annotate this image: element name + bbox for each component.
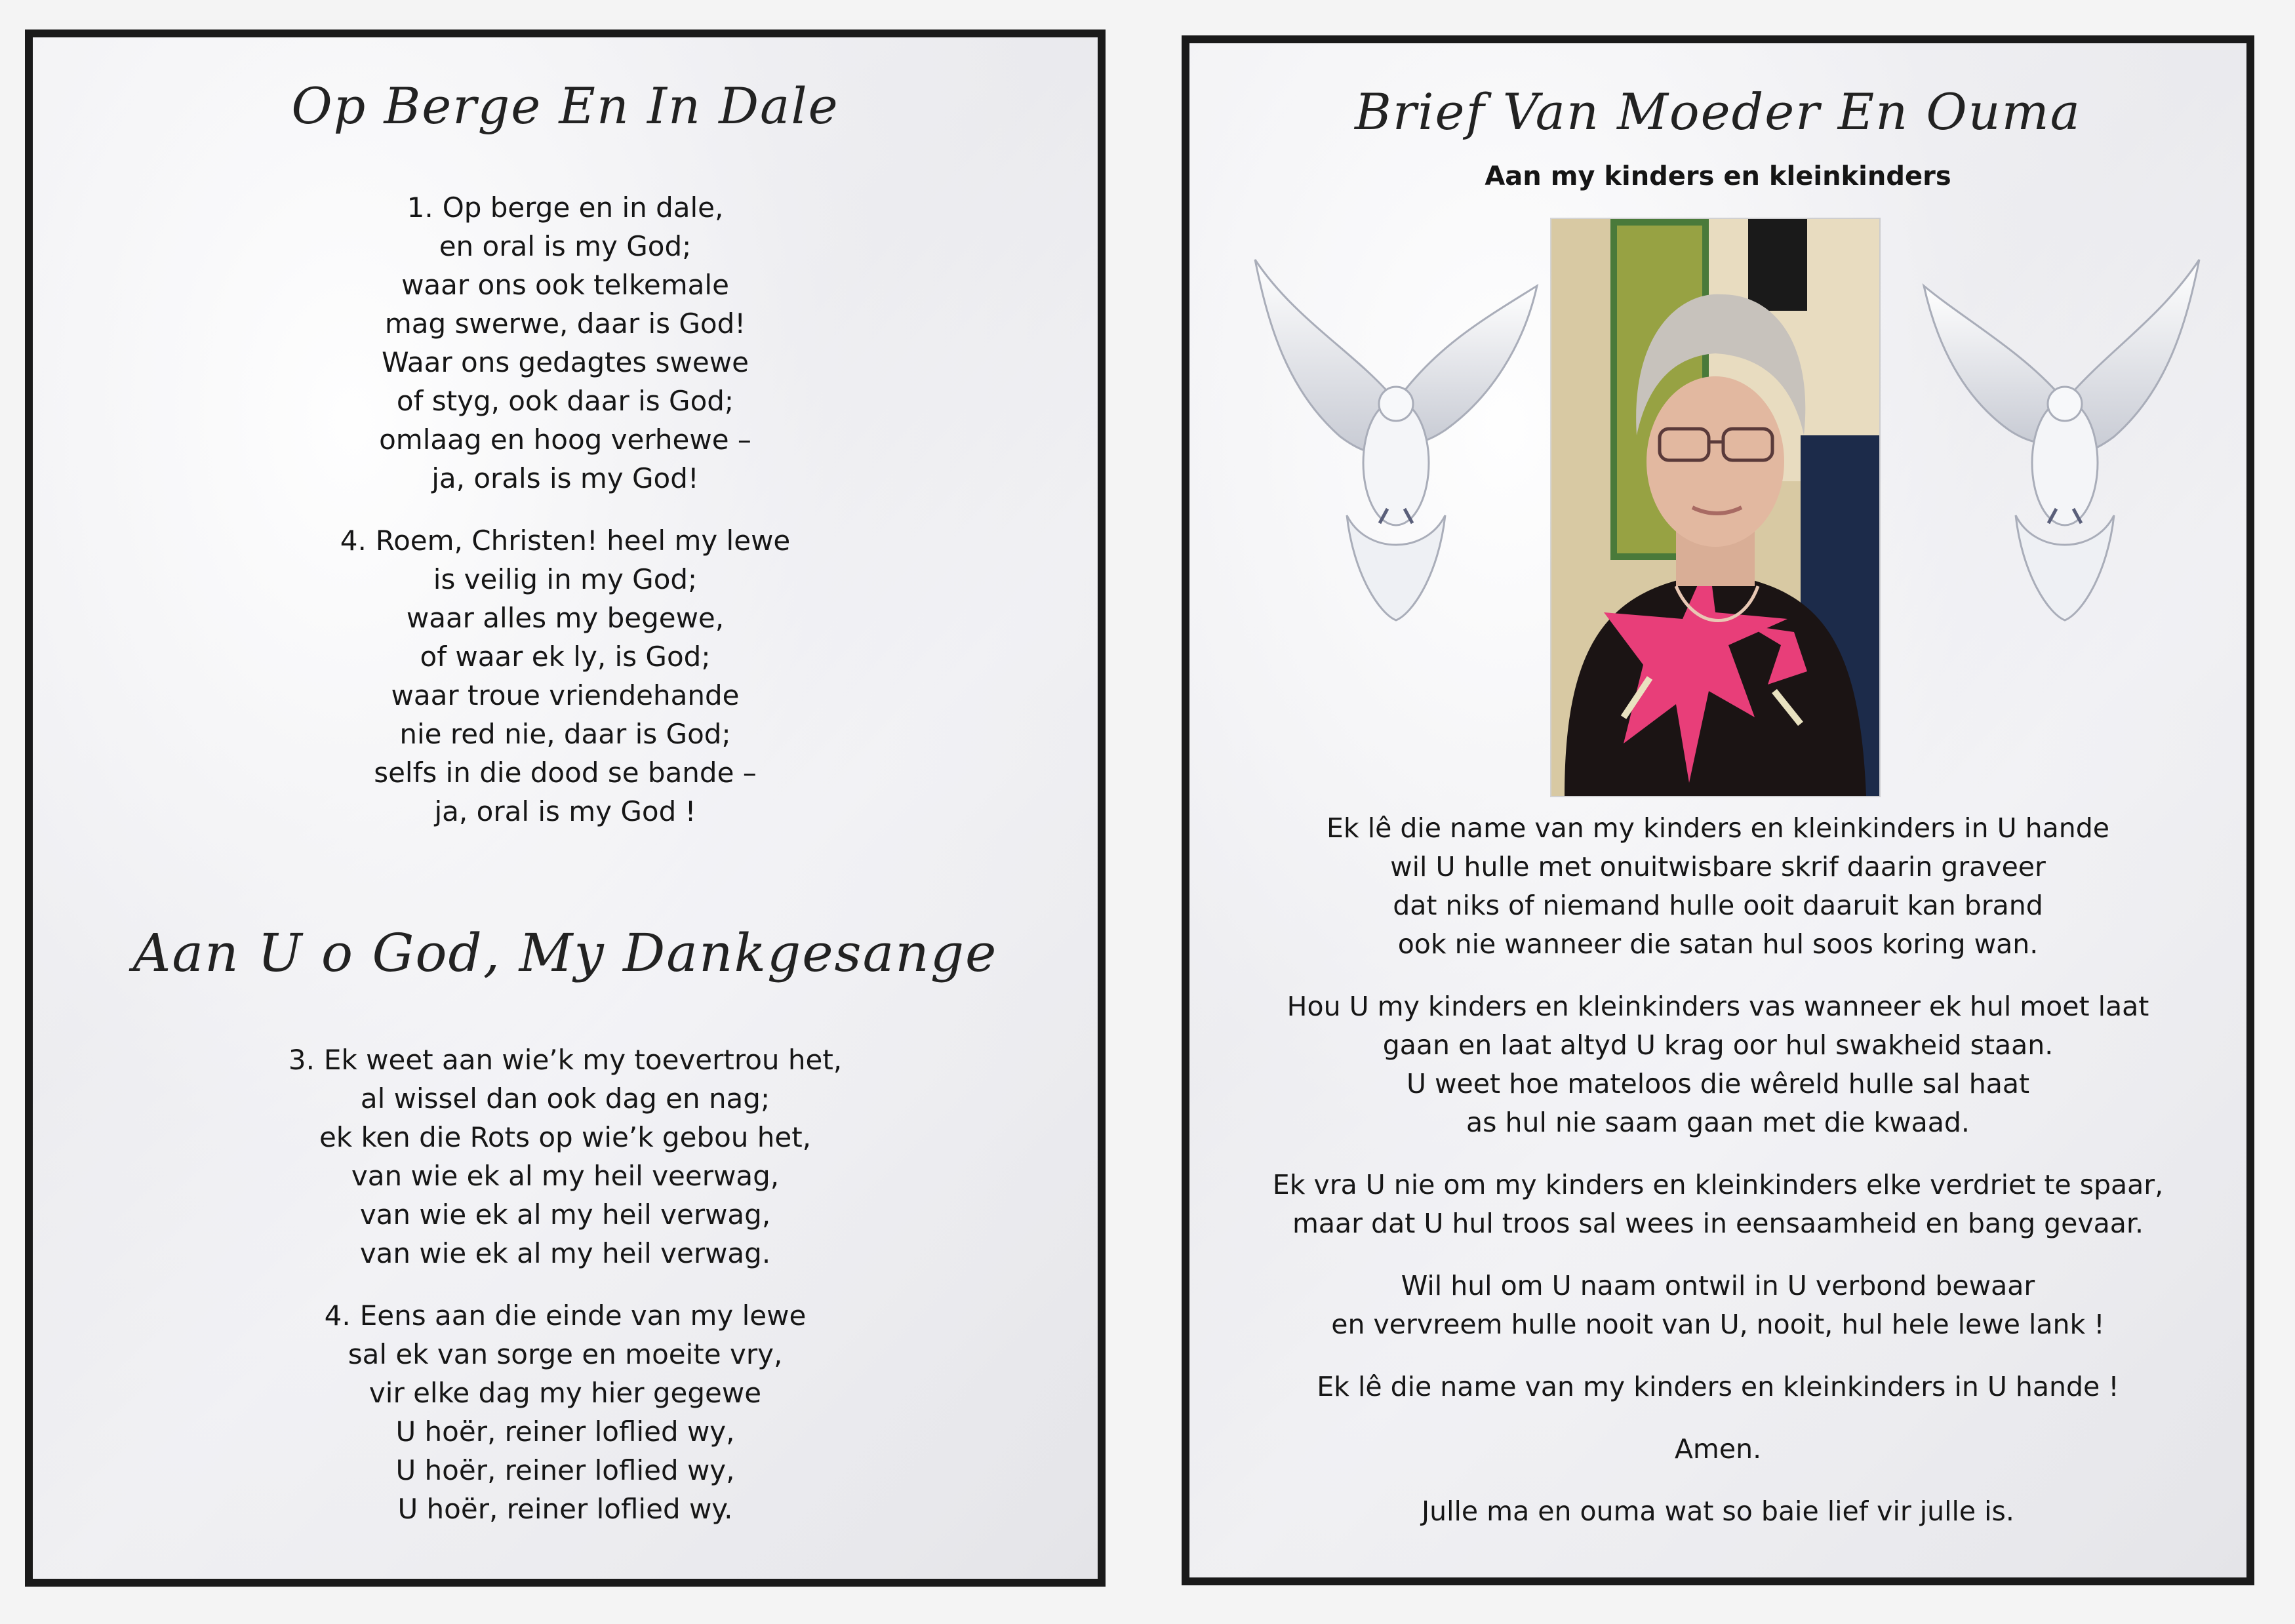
- verse-line: 4. Roem, Christen! heel my lewe: [340, 525, 791, 557]
- letter-line: en vervreem hulle nooit van U, nooit, hul hele lewe lank !: [1331, 1309, 2105, 1340]
- hymn2-verse-4: [33, 1296, 1098, 1528]
- verse-line: ja, orals is my God!: [431, 462, 699, 494]
- letter-line: maar dat U hul troos sal wees in eensaamheid en bang gevaar.: [1292, 1208, 2144, 1239]
- letter-stanza: [1189, 809, 2246, 964]
- verse-line: 1. Op berge en in dale,: [407, 191, 724, 224]
- verse-line: van wie ek al my heil verwag,: [359, 1198, 771, 1231]
- letter-title: Brief Van Moeder En Ouma: [1355, 83, 2081, 141]
- letter-stanza: [1189, 1368, 2246, 1406]
- letter-line: Ek lê die name van my kinders en kleinkinders in U hande !: [1317, 1371, 2119, 1402]
- letter-line: Ek lê die name van my kinders en kleinkinders in U hande: [1327, 812, 2109, 844]
- letter-line: wil U hulle met onuitwisbare skrif daarin graveer: [1390, 851, 2046, 882]
- letter-stanza: [1189, 1492, 2246, 1531]
- letter-line: U weet hoe mateloos die wêreld hulle sal haat: [1406, 1068, 2030, 1099]
- verse-line: waar alles my begewe,: [406, 602, 725, 634]
- verse-line: nie red nie, daar is God;: [399, 718, 731, 750]
- verse-line: selfs in die dood se bande –: [374, 757, 757, 789]
- hymn1-verse-1: [33, 188, 1098, 498]
- letter-stanza: [1189, 1430, 2246, 1469]
- letter-line: gaan en laat altyd U krag oor hul swakheid staan.: [1382, 1029, 2054, 1061]
- hymn1-title: Op Berge En In Dale: [291, 77, 839, 135]
- verse-line: omlaag en hoog verhewe –: [379, 424, 751, 456]
- verse-line: U hoër, reiner loflied wy,: [395, 1416, 735, 1448]
- portrait-photo: [1551, 219, 1879, 796]
- letter-line: dat niks of niemand hulle ooit daaruit kan brand: [1393, 890, 2043, 921]
- verse-line: en oral is my God;: [439, 230, 692, 262]
- verse-line: ja, oral is my God !: [434, 795, 696, 827]
- verse-line: U hoër, reiner loflied wy.: [397, 1493, 733, 1525]
- verse-number: 3.: [288, 1044, 315, 1076]
- verse-line: waar troue vriendehande: [391, 679, 740, 711]
- left-page: [25, 30, 1106, 1587]
- verse-line: U hoër, reiner loflied wy,: [395, 1454, 735, 1486]
- letter-line: Wil hul om U naam ontwil in U verbond bewaar: [1401, 1270, 2035, 1301]
- letter-line: Amen.: [1674, 1433, 1762, 1465]
- letter-stanza: [1189, 1267, 2246, 1344]
- hymn2-title: Aan U o God, My Dankgesange: [132, 922, 998, 983]
- letter-stanza: [1189, 1166, 2246, 1243]
- letter-line: ook nie wanneer die satan hul soos koring wan.: [1397, 928, 2039, 960]
- letter-body: [1189, 809, 2246, 1555]
- portrait-image: [1551, 219, 1879, 796]
- letter-stanza: [1189, 987, 2246, 1142]
- verse-line: is veilig in my God;: [433, 563, 698, 595]
- letter-line: Hou U my kinders en kleinkinders vas wanneer ek hul moet laat: [1287, 991, 2149, 1022]
- verse-number: 1.: [407, 191, 433, 224]
- verse-line: van wie ek al my heil veerwag,: [351, 1160, 780, 1192]
- verse-line: vir elke dag my hier gegewe: [369, 1377, 762, 1409]
- verse-line: 4. Eens aan die einde van my lewe: [324, 1299, 807, 1332]
- verse-line: al wissel dan ook dag en nag;: [360, 1082, 770, 1115]
- right-page: [1182, 35, 2254, 1585]
- dove-left-icon: [1242, 247, 1544, 627]
- verse-number: 4.: [340, 525, 367, 557]
- letter-line: Ek vra U nie om my kinders en kleinkinders elke verdriet te spaar,: [1272, 1169, 2164, 1200]
- verse-line: of styg, ook daar is God;: [396, 385, 734, 417]
- verse-line: waar ons ook telkemale: [401, 269, 729, 301]
- verse-line: sal ek van sorge en moeite vry,: [348, 1338, 783, 1370]
- letter-signature: Julle ma en ouma wat so baie lief vir julle is.: [1422, 1495, 2014, 1527]
- letter-line: as hul nie saam gaan met die kwaad.: [1466, 1107, 1970, 1138]
- verse-line: van wie ek al my heil verwag.: [359, 1237, 771, 1269]
- verse-line: mag swerwe, daar is God!: [384, 307, 746, 340]
- verse-line: ek ken die Rots op wie’k gebou het,: [319, 1121, 812, 1153]
- verse-line: Waar ons gedagtes swewe: [382, 346, 749, 378]
- letter-subtitle: Aan my kinders en kleinkinders: [1485, 161, 1951, 191]
- verse-number: 4.: [324, 1299, 351, 1332]
- dove-right-icon: [1911, 247, 2212, 627]
- hymn1-verse-4: [33, 521, 1098, 831]
- hymn2-verse-3: [33, 1040, 1098, 1273]
- verse-line: 3. Ek weet aan wie’k my toevertrou het,: [288, 1044, 843, 1076]
- verse-line: of waar ek ly, is God;: [420, 641, 711, 673]
